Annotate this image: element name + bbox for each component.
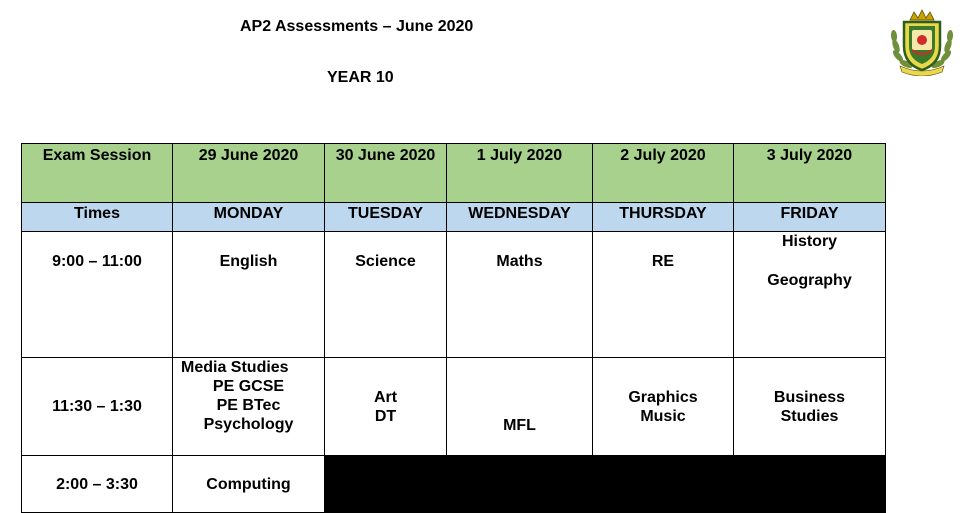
school-crest-icon — [888, 6, 956, 76]
session-1-thu: RE — [593, 232, 734, 358]
session-row-2 — [22, 358, 886, 456]
session-row-1 — [22, 232, 886, 358]
session-1-mon: English — [173, 232, 325, 358]
header-times: Times — [22, 203, 173, 232]
session-1-wed: Maths — [447, 232, 593, 358]
header-day-mon: MONDAY — [173, 203, 325, 232]
header-date-thu: 2 July 2020 — [593, 144, 734, 203]
session-2-time: 11:30 – 1:30 — [22, 358, 173, 456]
exam-geography: Geography — [767, 272, 852, 289]
session-2-fri — [734, 358, 886, 456]
header-day-fri: FRIDAY — [734, 203, 886, 232]
exam-music: Music — [640, 407, 686, 425]
session-2-wed: MFL — [447, 358, 593, 456]
session-2-thu — [593, 358, 734, 456]
header-day-thu: THURSDAY — [593, 203, 734, 232]
page-subtitle: YEAR 10 — [327, 69, 394, 86]
exam-psychology: Psychology — [203, 416, 294, 433]
header-day-tue: TUESDAY — [325, 203, 447, 232]
session-2-tue — [325, 358, 447, 456]
exam-art: Art — [373, 388, 398, 406]
header-date-mon: 29 June 2020 — [173, 144, 325, 203]
session-1-time: 9:00 – 11:00 — [22, 232, 173, 358]
exam-graphics: Graphics — [628, 388, 698, 406]
session-2-mon — [173, 358, 325, 456]
exam-media-studies: Media Studies — [181, 359, 289, 376]
header-exam-session: Exam Session — [22, 144, 173, 203]
exam-pe-btec: PE BTec — [216, 397, 281, 414]
session-3-time: 2:00 – 3:30 — [22, 456, 173, 513]
session-3-mon: Computing — [173, 456, 325, 513]
blocked-cells — [325, 456, 886, 513]
exam-studies: Studies — [780, 407, 839, 425]
header-date-wed: 1 July 2020 — [447, 144, 593, 203]
session-1-tue: Science — [325, 232, 447, 358]
exam-pe-gcse: PE GCSE — [212, 378, 285, 395]
exam-dt: DT — [374, 407, 397, 425]
page-title: AP2 Assessments – June 2020 — [240, 18, 474, 35]
day-header-row — [22, 203, 886, 232]
exam-timetable — [21, 143, 886, 513]
header-day-wed: WEDNESDAY — [447, 203, 593, 232]
date-header-row — [22, 144, 886, 203]
session-1-fri — [734, 232, 886, 358]
header-date-fri: 3 July 2020 — [734, 144, 886, 203]
header-date-tue: 30 June 2020 — [325, 144, 447, 203]
exam-history: History — [781, 233, 838, 250]
session-row-3 — [22, 456, 886, 513]
exam-business: Business — [773, 388, 846, 406]
